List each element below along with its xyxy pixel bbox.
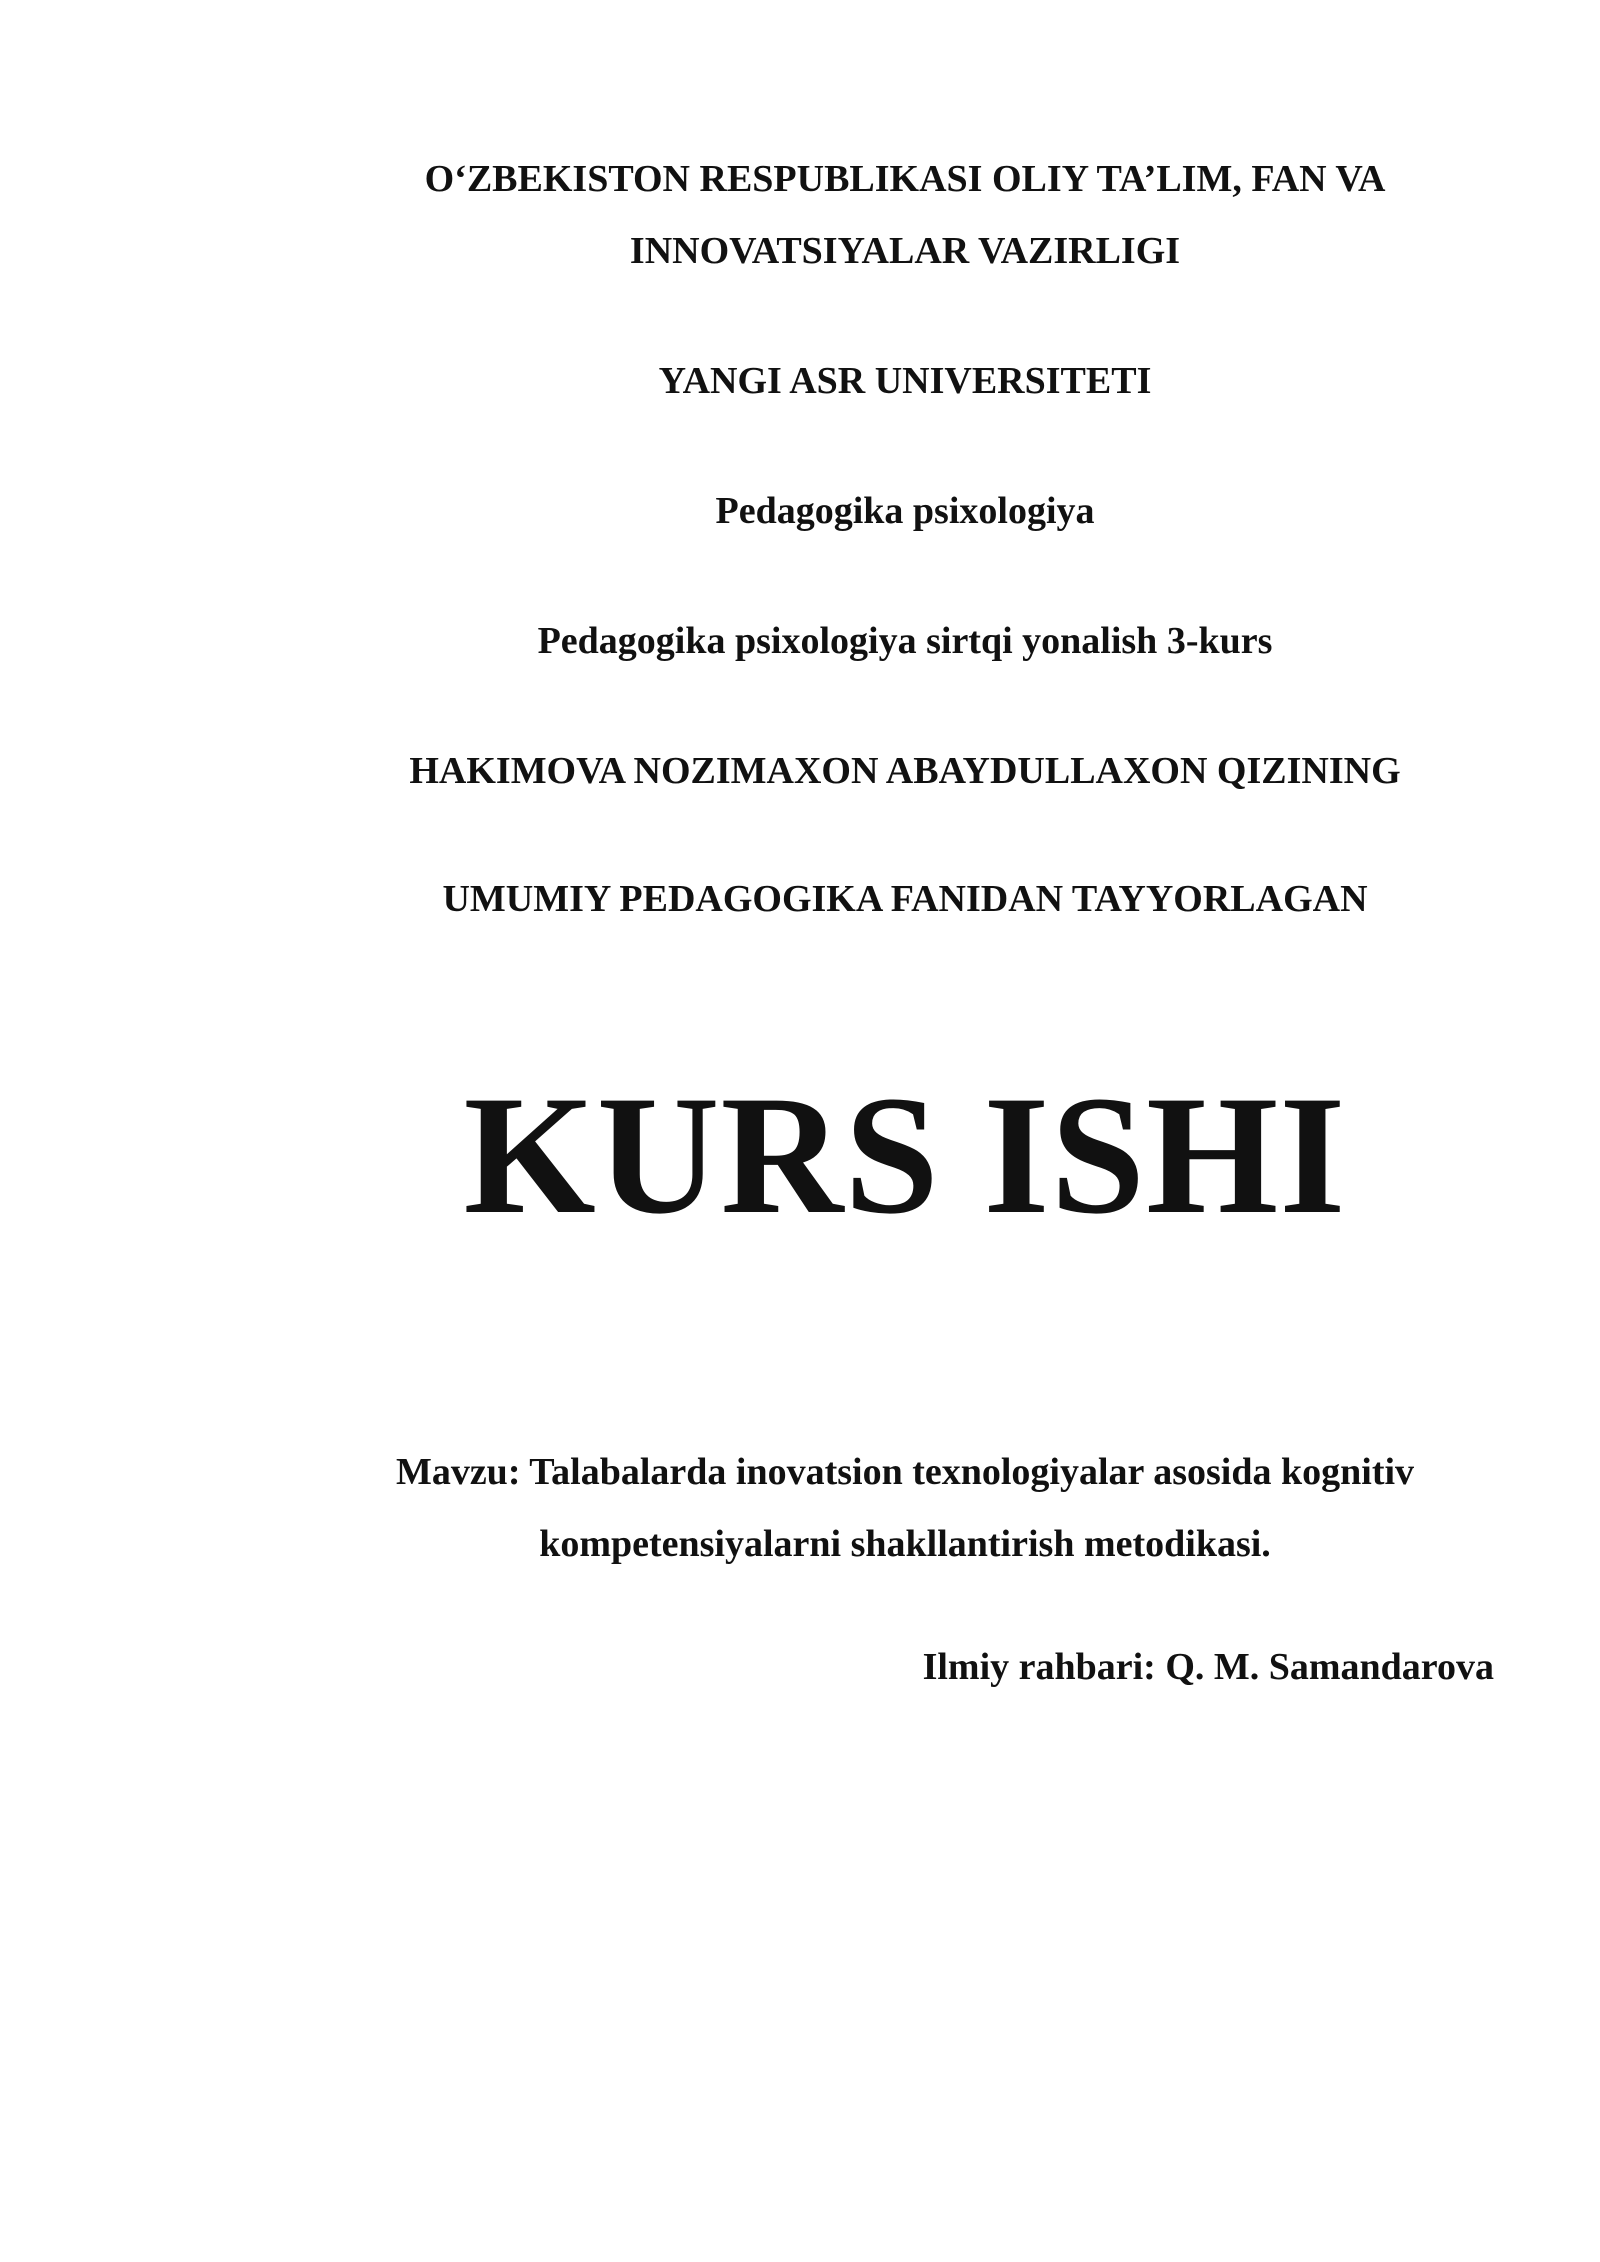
department-name: Pedagogika psixologiya xyxy=(715,490,1095,532)
supervisor-line: Ilmiy rahbari: Q. M. Samandarova xyxy=(922,1646,1494,1688)
topic-block xyxy=(0,1436,1600,1580)
main-title: KURS ISHI xyxy=(463,1061,1347,1249)
subject-line: UMUMIY PEDAGOGIKA FANIDAN TAYYORLAGAN xyxy=(442,878,1368,920)
topic-line-2: kompetensiyalarni shakllantirish metodikasi. xyxy=(539,1523,1271,1565)
ministry-line-2: INNOVATSIYALAR VAZIRLIGI xyxy=(629,230,1181,272)
ministry-line-1: O‘ZBEKISTON RESPUBLIKASI OLIY TA’LIM, FAN VA xyxy=(424,158,1386,200)
topic-line-1: Mavzu: Talabalarda inovatsion texnologiyalar asosida kognitiv xyxy=(395,1451,1415,1493)
student-name: HAKIMOVA NOZIMAXON ABAYDULLAXON QIZINING xyxy=(409,750,1401,792)
group-info: Pedagogika psixologiya sirtqi yonalish 3-kurs xyxy=(537,620,1273,662)
university-name: YANGI ASR UNIVERSITETI xyxy=(658,360,1152,402)
